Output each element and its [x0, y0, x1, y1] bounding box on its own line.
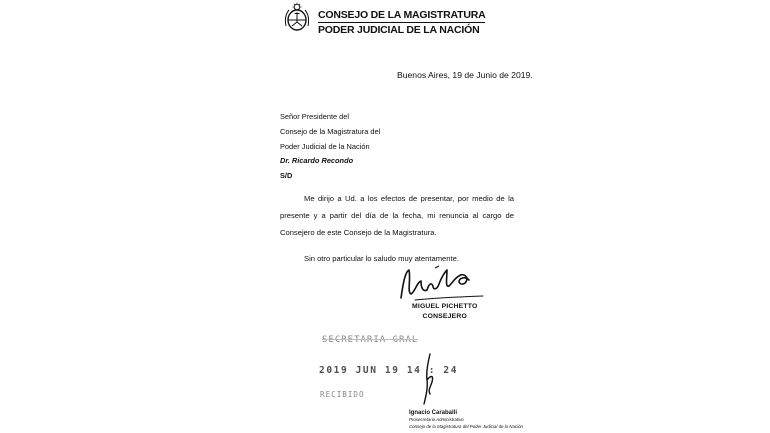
reception-stamp-line-3: RECIBIDO — [320, 390, 365, 399]
addressee-line-1: Señor Presidente del — [280, 112, 350, 121]
addressee-block — [280, 110, 380, 184]
receiver-role: Prosecretario Administrativo — [409, 416, 464, 422]
addressee-line-3: Poder Judicial de la Nación — [280, 141, 370, 151]
letterhead — [318, 5, 485, 36]
letter-body: Me dirijo a Ud. a los efectos de presentar, por medio de la presente y a partir del día de la fecha, mi renuncia al cargo de Consejero de este Consejo de la Magistratura. — [280, 194, 514, 237]
reception-initials-signature — [418, 352, 440, 408]
signer-title: CONSEJERO — [422, 312, 467, 320]
receiver-name: Ignacio Caraballi — [409, 410, 458, 416]
letterhead-line-1: CONSEJO DE LA MAGISTRATURA — [318, 9, 485, 23]
letter-closing: Sin otro particular lo saludo muy atentamente. — [304, 254, 459, 263]
receiver-block — [409, 410, 523, 430]
letterhead-line-2: PODER JUDICIAL DE LA NACIÓN — [318, 24, 480, 37]
signer-name: MIGUEL PICHETTO — [412, 303, 478, 310]
signer-block — [412, 302, 477, 321]
handwritten-signature — [395, 264, 495, 304]
reception-stamp-line-1: SECRETARIA GRAL — [322, 335, 419, 345]
addressee-name: Dr. Ricardo Recondo — [280, 156, 354, 166]
addressee-line-2: Consejo de la Magistratura del — [280, 126, 381, 136]
argentine-coat-of-arms-icon — [283, 2, 311, 32]
receiver-org: Consejo de la Magistratura del Poder Judicial de la Nación — [409, 423, 523, 429]
letter-date: Buenos Aires, 19 de Junio de 2019. — [397, 70, 533, 80]
reception-stamp-datetime: 2019 JUN 19 14 : 24 — [319, 365, 459, 376]
addressee-sd: S/D — [280, 171, 293, 181]
